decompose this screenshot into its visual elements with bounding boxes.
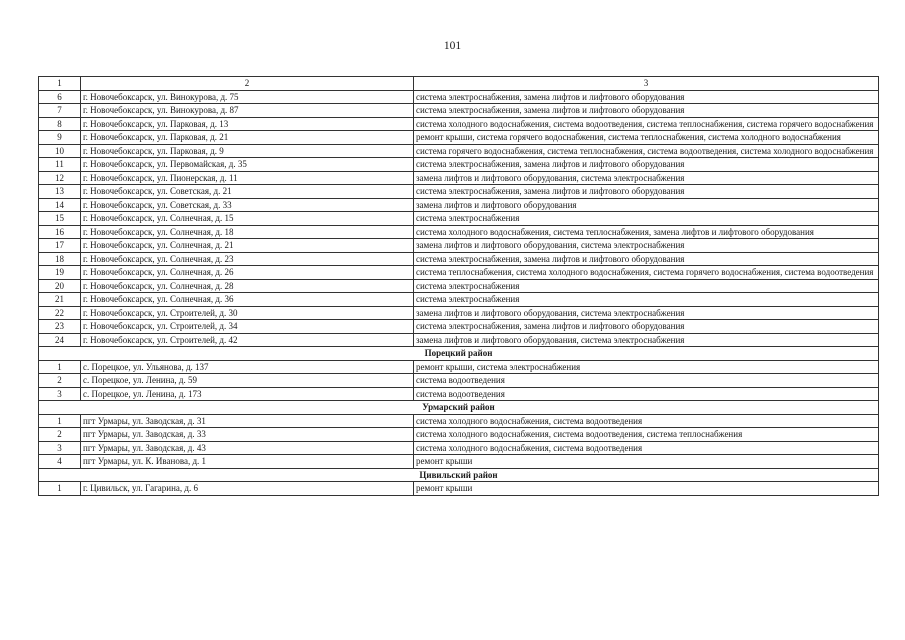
work-type-cell: система электроснабжения, замена лифтов и лифтового оборудования <box>414 158 879 172</box>
work-type-cell: система холодного водоснабжения, система водоотведения, система теплоснабжения, система горячего водоснабжения <box>414 117 879 131</box>
table-row <box>39 266 879 280</box>
work-type-cell: замена лифтов и лифтового оборудования, система электроснабжения <box>414 239 879 253</box>
work-type-cell: система холодного водоснабжения, система водоотведения, система теплоснабжения <box>414 428 879 442</box>
row-number: 10 <box>39 144 81 158</box>
work-type-cell: система горячего водоснабжения, система теплоснабжения, система водоотведения, система холодного водоснабжения <box>414 144 879 158</box>
work-type-cell: система холодного водоснабжения, система водоотведения <box>414 441 879 455</box>
work-type-cell: система электроснабжения, замена лифтов и лифтового оборудования <box>414 320 879 334</box>
table-row <box>39 104 879 118</box>
table-row <box>39 252 879 266</box>
work-type-cell: система электроснабжения <box>414 279 879 293</box>
district-header-row <box>39 468 879 482</box>
address-cell: г. Новочебоксарск, ул. Советская, д. 33 <box>81 198 414 212</box>
row-number: 11 <box>39 158 81 172</box>
address-cell: пгт Урмары, ул. Заводская, д. 43 <box>81 441 414 455</box>
address-cell: г. Новочебоксарск, ул. Солнечная, д. 21 <box>81 239 414 253</box>
work-type-cell: ремонт крыши <box>414 455 879 469</box>
work-type-cell: система электроснабжения, замена лифтов и лифтового оборудования <box>414 185 879 199</box>
district-title: Порецкий район <box>39 347 879 361</box>
work-type-cell: система электроснабжения, замена лифтов и лифтового оборудования <box>414 252 879 266</box>
row-number: 4 <box>39 455 81 469</box>
work-type-cell: система холодного водоснабжения, система теплоснабжения, замена лифтов и лифтового оборудования <box>414 225 879 239</box>
work-type-cell: система электроснабжения <box>414 212 879 226</box>
address-cell: г. Новочебоксарск, ул. Солнечная, д. 26 <box>81 266 414 280</box>
row-number: 12 <box>39 171 81 185</box>
district-title: Урмарский район <box>39 401 879 415</box>
address-cell: г. Новочебоксарск, ул. Солнечная, д. 28 <box>81 279 414 293</box>
table-row <box>39 293 879 307</box>
address-cell: г. Новочебоксарск, ул. Первомайская, д. 35 <box>81 158 414 172</box>
work-type-cell: система теплоснабжения, система холодного водоснабжения, система горячего водоснабжения, система водоотведения <box>414 266 879 280</box>
row-number: 17 <box>39 239 81 253</box>
row-number: 14 <box>39 198 81 212</box>
address-cell: г. Новочебоксарск, ул. Парковая, д. 9 <box>81 144 414 158</box>
address-cell: г. Новочебоксарск, ул. Винокурова, д. 87 <box>81 104 414 118</box>
row-number: 18 <box>39 252 81 266</box>
district-header-row <box>39 347 879 361</box>
address-cell: пгт Урмары, ул. К. Иванова, д. 1 <box>81 455 414 469</box>
work-type-cell: замена лифтов и лифтового оборудования, система электроснабжения <box>414 171 879 185</box>
work-type-cell: система водоотведения <box>414 387 879 401</box>
address-cell: г. Новочебоксарск, ул. Парковая, д. 13 <box>81 117 414 131</box>
row-number: 22 <box>39 306 81 320</box>
table-row <box>39 158 879 172</box>
table-row <box>39 428 879 442</box>
address-cell: г. Новочебоксарск, ул. Парковая, д. 21 <box>81 131 414 145</box>
address-cell: с. Порецкое, ул. Ульянова, д. 137 <box>81 360 414 374</box>
work-type-cell: замена лифтов и лифтового оборудования <box>414 198 879 212</box>
address-cell: г. Новочебоксарск, ул. Пионерская, д. 11 <box>81 171 414 185</box>
address-cell: пгт Урмары, ул. Заводская, д. 31 <box>81 414 414 428</box>
table-row <box>39 279 879 293</box>
table-row <box>39 185 879 199</box>
work-type-cell: замена лифтов и лифтового оборудования, система электроснабжения <box>414 333 879 347</box>
table-row <box>39 333 879 347</box>
table-row <box>39 212 879 226</box>
table-row <box>39 414 879 428</box>
address-cell: г. Новочебоксарск, ул. Солнечная, д. 15 <box>81 212 414 226</box>
row-number: 24 <box>39 333 81 347</box>
address-cell: г. Новочебоксарск, ул. Строителей, д. 42 <box>81 333 414 347</box>
row-number: 1 <box>39 414 81 428</box>
row-number: 23 <box>39 320 81 334</box>
table-row <box>39 144 879 158</box>
address-cell: г. Новочебоксарск, ул. Солнечная, д. 18 <box>81 225 414 239</box>
column-number-row <box>39 77 879 91</box>
table-row <box>39 441 879 455</box>
row-number: 3 <box>39 441 81 455</box>
address-cell: г. Новочебоксарск, ул. Советская, д. 21 <box>81 185 414 199</box>
column-number-2: 2 <box>81 77 414 91</box>
row-number: 19 <box>39 266 81 280</box>
table-row <box>39 320 879 334</box>
table-row <box>39 198 879 212</box>
registry-table <box>38 76 879 496</box>
row-number: 15 <box>39 212 81 226</box>
row-number: 1 <box>39 482 81 496</box>
work-type-cell: ремонт крыши <box>414 482 879 496</box>
row-number: 2 <box>39 428 81 442</box>
district-header-row <box>39 401 879 415</box>
district-title: Цивильский район <box>39 468 879 482</box>
address-cell: г. Новочебоксарск, ул. Винокурова, д. 75 <box>81 90 414 104</box>
table-row <box>39 225 879 239</box>
work-type-cell: ремонт крыши, система электроснабжения <box>414 360 879 374</box>
row-number: 7 <box>39 104 81 118</box>
row-number: 1 <box>39 360 81 374</box>
address-cell: с. Порецкое, ул. Ленина, д. 59 <box>81 374 414 388</box>
work-type-cell: ремонт крыши, система горячего водоснабжения, система теплоснабжения, система холодного водоснабжения <box>414 131 879 145</box>
table-row <box>39 360 879 374</box>
address-cell: г. Новочебоксарск, ул. Солнечная, д. 23 <box>81 252 414 266</box>
address-cell: г. Новочебоксарск, ул. Солнечная, д. 36 <box>81 293 414 307</box>
work-type-cell: система водоотведения <box>414 374 879 388</box>
work-type-cell: система холодного водоснабжения, система водоотведения <box>414 414 879 428</box>
work-type-cell: система электроснабжения, замена лифтов и лифтового оборудования <box>414 90 879 104</box>
row-number: 21 <box>39 293 81 307</box>
column-number-3: 3 <box>414 77 879 91</box>
registry-body <box>39 77 879 496</box>
table-row <box>39 131 879 145</box>
address-cell: г. Цивильск, ул. Гагарина, д. 6 <box>81 482 414 496</box>
table-row <box>39 90 879 104</box>
row-number: 8 <box>39 117 81 131</box>
row-number: 2 <box>39 374 81 388</box>
row-number: 20 <box>39 279 81 293</box>
row-number: 16 <box>39 225 81 239</box>
address-cell: г. Новочебоксарск, ул. Строителей, д. 34 <box>81 320 414 334</box>
page-number: 101 <box>443 40 462 52</box>
table-row <box>39 482 879 496</box>
table-row <box>39 306 879 320</box>
table-row <box>39 455 879 469</box>
work-type-cell: замена лифтов и лифтового оборудования, система электроснабжения <box>414 306 879 320</box>
table-row <box>39 117 879 131</box>
row-number: 6 <box>39 90 81 104</box>
row-number: 13 <box>39 185 81 199</box>
table-row <box>39 387 879 401</box>
address-cell: пгт Урмары, ул. Заводская, д. 33 <box>81 428 414 442</box>
work-type-cell: система электроснабжения, замена лифтов и лифтового оборудования <box>414 104 879 118</box>
table-row <box>39 171 879 185</box>
table-row <box>39 374 879 388</box>
address-cell: г. Новочебоксарск, ул. Строителей, д. 30 <box>81 306 414 320</box>
table-row <box>39 239 879 253</box>
column-number-1: 1 <box>39 77 81 91</box>
address-cell: с. Порецкое, ул. Ленина, д. 173 <box>81 387 414 401</box>
row-number: 9 <box>39 131 81 145</box>
work-type-cell: система электроснабжения <box>414 293 879 307</box>
row-number: 3 <box>39 387 81 401</box>
